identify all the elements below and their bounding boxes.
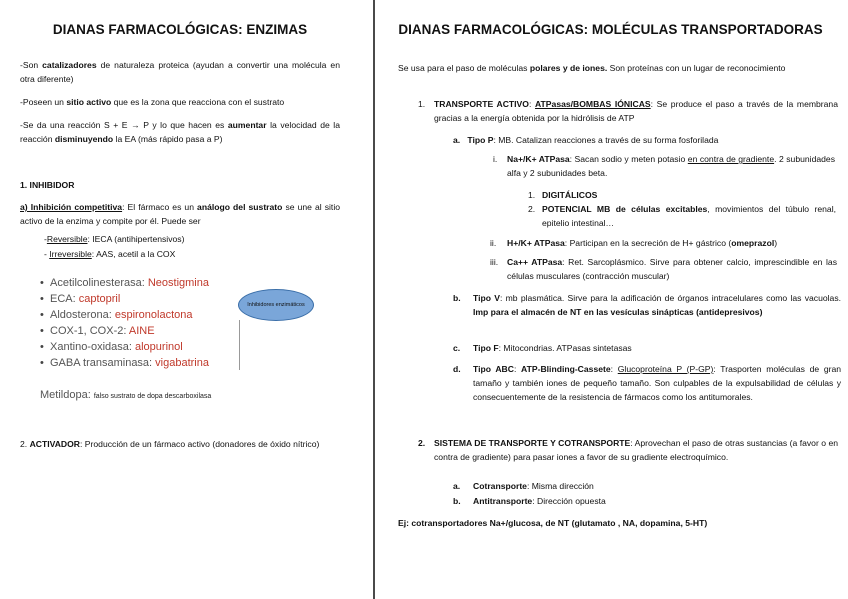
section-cotransporte: 2. SISTEMA DE TRANSPORTE Y COTRANSPORTE: Aprovechan el paso de otras sustancias (a favor o en contra de gradiente) para pasar iones a favor de su gradiente electroquímico.	[418, 438, 839, 462]
metildopa-line: Metildopa: falso sustrato de dopa descarboxilasa	[40, 389, 212, 401]
annotation-bubble: Inhibidores enzimáticos	[238, 289, 314, 321]
list-item: • Acetilcolinesterasa: Neostigmina	[40, 277, 209, 289]
irreversible-item: - Irreversible: AAS, acetil a la COX	[44, 249, 176, 259]
potencial-mb-item: 2. POTENCIAL MB de células excitables, movimientos del túbulo renal, epitelio intestinal…	[528, 204, 836, 228]
digitalicos-item: 1. DIGITÁLICOS	[528, 190, 598, 200]
annotation-line	[239, 320, 240, 370]
tipo-v-item: b. Tipo V: mb plasmática. Sirve para la adificación de órganos intracelulares como las vacuolas. Imp para el almacén de NT en las vesículas sinápticas (antidepresivos)	[453, 293, 842, 317]
list-item: • ECA: captopril	[40, 293, 121, 305]
section-transporte-activo: 1. TRANSPORTE ACTIVO: ATPasas/BOMBAS IÓNICAS: Se produce el paso a través de la membrana gracias a la energía obtenida por la hidrólisis de ATP	[418, 99, 838, 123]
list-item: • Xantino-oxidasa: alopurinol	[40, 341, 183, 353]
antitransporte-item: b. Antitransporte: Dirección opuesta	[453, 496, 606, 506]
h-k-atpasa-item: ii. H+/K+ ATPasa: Participan en la secreción de H+ gástrico (omeprazol)	[490, 238, 778, 248]
paragraph-catalizadores: -Son catalizadores de naturaleza proteica (ayudan a convertir una molécula en otra diferente)	[20, 60, 340, 84]
na-k-atpasa-item: i. Na+/K+ ATPasa: Sacan sodio y meten potasio en contra de gradiente. 2 subunidades alfa y 2 subunidades beta.	[493, 154, 835, 178]
paragraph-sitio-activo: -Poseen un sitio activo que es la zona que reacciona con el sustrato	[20, 97, 285, 107]
paragraph-activador: 2. ACTIVADOR: Producción de un fármaco activo (donadores de óxido nítrico)	[20, 439, 320, 449]
cotransporte-item: a. Cotransporte: Misma dirección	[453, 481, 594, 491]
list-item: • COX-1, COX-2: AINE	[40, 325, 155, 337]
example-line: Ej: cotransportadores Na+/glucosa, de NT (glutamato , NA, dopamina, 5-HT)	[398, 518, 708, 528]
tipo-abc-item: d. Tipo ABC: ATP-Blinding-Cassete: Glucoproteína P (P-GP): Trasporten moléculas de gran tamaño y también iones de pequeño tamaño. Son culpables de la expulsabilidad de células y consecuentemente de la resistencia de fármacos como los antitumorales.	[453, 364, 842, 402]
paragraph-reaccion: -Se da una reacción S + E → P y lo que hacen es aumentar la velocidad de la reacción disminuyendo la EA (más rápido pasa a P)	[20, 120, 340, 144]
ca-atpasa-item: iii. Ca++ ATPasa: Ret. Sarcoplásmico. Sirve para obtener calcio, imprescindible en las células musculares (contracción muscular)	[490, 257, 837, 281]
right-title: DIANAS FARMACOLÓGICAS: MOLÉCULAS TRANSPORTADORAS	[398, 22, 823, 37]
list-item: • Aldosterona: espironolactona	[40, 309, 193, 321]
left-title: DIANAS FARMACOLÓGICAS: ENZIMAS	[52, 22, 308, 37]
tipo-p-item: a. Tipo P: MB. Catalizan reacciones a través de su forma fosforilada	[453, 135, 719, 145]
reversible-item: -Reversible: IECA (antihipertensivos)	[44, 234, 185, 244]
column-divider	[373, 0, 375, 599]
list-item: • GABA transaminasa: vigabatrina	[40, 357, 209, 369]
paragraph-intro: Se usa para el paso de moléculas polares y de iones. Son proteínas con un lugar de reconocimiento	[398, 63, 786, 73]
tipo-f-item: c. Tipo F: Mitocondrias. ATPasas sintetasas	[453, 343, 632, 353]
heading-inhibidor: 1. INHIBIDOR	[20, 180, 75, 190]
paragraph-inhibicion-competitiva: a) Inhibición competitiva: El fármaco es un análogo del sustrato se une al sitio activo de la enzima y compite por él. Puede ser	[20, 202, 341, 226]
